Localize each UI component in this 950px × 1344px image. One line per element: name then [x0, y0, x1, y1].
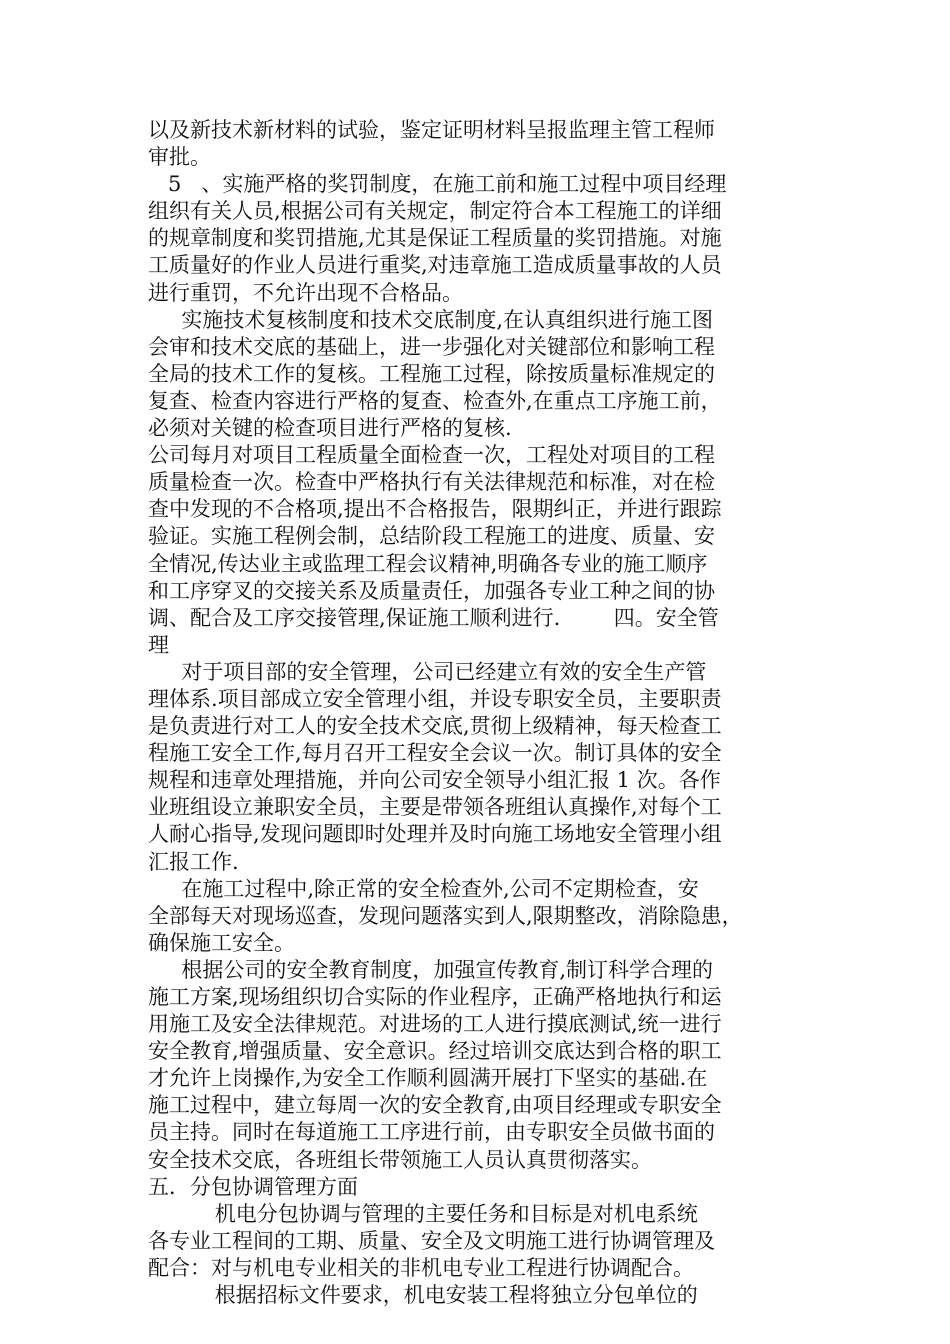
text-line: 审批。 [148, 145, 211, 170]
text-line: 业班组设立兼职安全员，主要是带领各班组认真操作,对每个工 [148, 795, 722, 820]
text-line: 根据公司的安全教育制度，加强宣传教育,制订科学合理的 [148, 957, 714, 982]
section-heading: 五．分包协调管理方面 [148, 1174, 358, 1199]
text-line: 调、配合及工序交接管理,保证施工顺利进行. 四。安全管 [148, 605, 719, 630]
text-line: 理 [148, 632, 169, 657]
text-line: 安全技术交底，各班组长带领施工人员认真贯彻落实。 [148, 1147, 652, 1172]
text-line: 质量检查一次。检查中严格执行有关法律规范和标准，对在检 [148, 470, 715, 495]
text-line: 根据招标文件要求，机电安装工程将独立分包单位的 [148, 1283, 698, 1308]
text-line: 在施工过程中,除正常的安全检查外,公司不定期检查，安 [148, 876, 699, 901]
text-line: 各专业工程间的工期、质量、安全及文明施工进行协调管理及 [148, 1228, 715, 1253]
text-line: 机电分包协调与管理的主要任务和目标是对机电系统 [148, 1201, 698, 1226]
text-line: 是负责进行对工人的安全技术交底,贯彻上级精神，每天检查工 [148, 714, 722, 739]
text-line: 必须对关键的检查项目进行严格的复核. [148, 416, 512, 441]
text-line: 全局的技术工作的复核。工程施工过程，除按质量标准规定的 [148, 361, 715, 386]
text-line: 施工过程中，建立每周一次的安全教育,由项目经理或专职安全 [148, 1093, 722, 1118]
text-line: 对于项目部的安全管理，公司已经建立有效的安全生产管 [148, 659, 707, 684]
text-line: 汇报工作. [148, 849, 239, 874]
text-line: 确保施工安全。 [148, 930, 295, 955]
text-line: 施工方案,现场组织切合实际的作业程序，正确严格地执行和运 [148, 985, 722, 1009]
text-line: 人耐心指导,发现问题即时处理并及时向施工场地安全管理小组 [148, 822, 722, 847]
text-line: 安全教育,增强质量、安全意识。经过培训交底达到合格的职工 [148, 1039, 722, 1064]
text-line: 用施工及安全法律规范。对进场的工人进行摸底测试,统一进行 [148, 1012, 722, 1037]
body-text [148, 117, 808, 1309]
text-line: 实施技术复核制度和技术交底制度,在认真组织进行施工图 [148, 307, 714, 332]
text-line: 查中发现的不合格项,提出不合格报告，限期纠正，并进行跟踪 [148, 497, 722, 522]
text-line: 全部每天对现场巡查，发现问题落实到人,限期整改，消除隐患， [148, 903, 743, 928]
text-line: 进行重罚，不允许出现不合格品。 [148, 280, 463, 305]
text-line: 和工序穿叉的交接关系及质量责任，加强各专业工种之间的协 [148, 578, 715, 603]
text-line: 以及新技术新材料的试验，鉴定证明材料呈报监理主管工程师 [148, 118, 715, 142]
text-line: 验证。实施工程例会制，总结阶段工程施工的进度、质量、安 [148, 524, 715, 549]
text-line: 复查、检查内容进行严格的复查、检查外,在重点工序施工前， [148, 388, 722, 413]
text-line: 全情况,传达业主或监理工程会议精神,明确各专业的施工顺序 [148, 551, 708, 576]
text-line: 理体系.项目部成立安全管理小组，并设专职安全员，主要职责 [148, 686, 722, 711]
text-line: 公司每月对项目工程质量全面检查一次，工程处对项目的工程 [148, 443, 715, 468]
text-line: 程施工安全工作,每月召开工程安全会议一次。制订具体的安全 [148, 741, 722, 766]
text-line: 组织有关人员,根据公司有关规定，制定符合本工程施工的详细 [148, 199, 722, 224]
text-line: 的规章制度和奖罚措施,尤其是保证工程质量的奖罚措施。对施 [148, 226, 722, 251]
text-line: 规程和违章处理措施，并向公司安全领导小组汇报 1 次。各作 [148, 768, 721, 793]
text-line: 员主持。同时在每道施工工序进行前，由专职安全员做书面的 [148, 1120, 715, 1145]
text-line: 配合：对与机电专业相关的非机电专业工程进行协调配合。 [148, 1255, 694, 1280]
text-line: 5 、实施严格的奖罚制度，在施工前和施工过程中项目经理 [148, 172, 727, 197]
text-line: 会审和技术交底的基础上，进一步强化对关键部位和影响工程 [148, 334, 715, 359]
text-line: 工质量好的作业人员进行重奖,对违章施工造成质量事故的人员 [148, 253, 722, 278]
text-line: 才允许上岗操作,为安全工作顺利圆满开展打下坚实的基础.在 [148, 1066, 708, 1091]
